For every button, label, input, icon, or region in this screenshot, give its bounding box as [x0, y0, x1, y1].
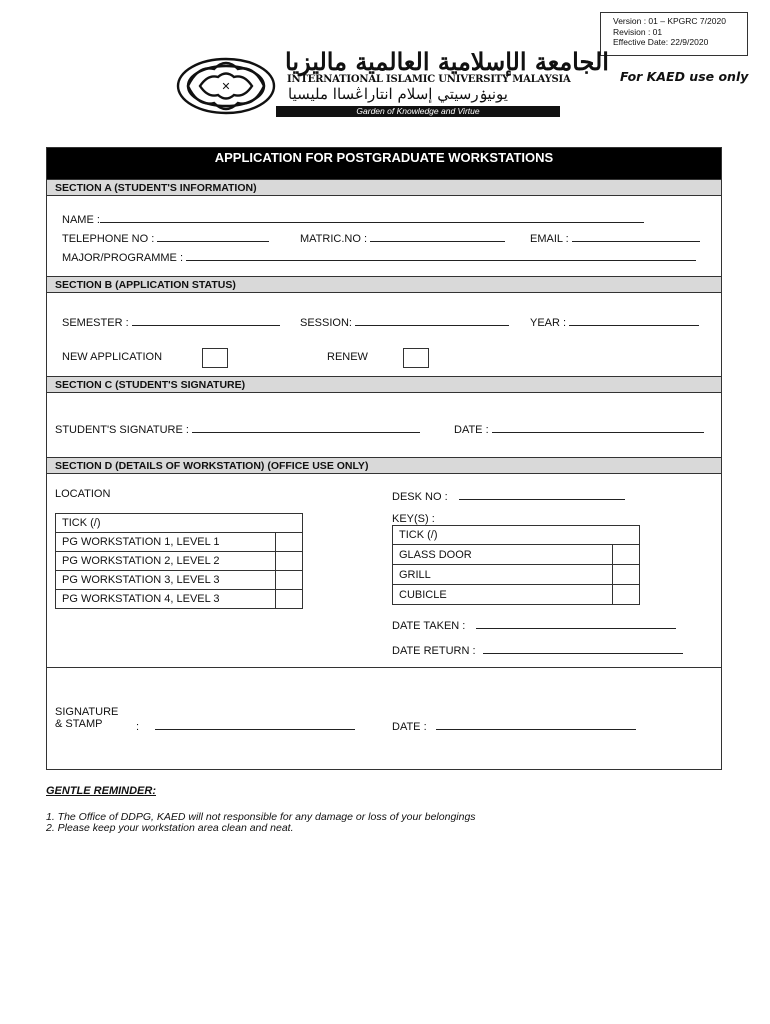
semester-label: SEMESTER :: [62, 317, 129, 329]
section-d-heading: SECTION D (DETAILS OF WORKSTATION) (OFFICE USE ONLY): [47, 457, 721, 474]
gentle-reminder-heading: GENTLE REMINDER:: [46, 785, 156, 797]
section-b-heading: SECTION B (APPLICATION STATUS): [47, 276, 721, 293]
svg-text:✕: ✕: [221, 80, 231, 93]
date-return-label: DATE RETURN :: [392, 645, 476, 657]
matric-label: MATRIC.NO :: [300, 233, 368, 245]
renew-checkbox[interactable]: [403, 348, 429, 368]
email-field[interactable]: [530, 230, 700, 245]
key-glass-door-tick[interactable]: [613, 545, 640, 565]
iium-emblem-icon: [174, 55, 278, 120]
new-application-checkbox[interactable]: [202, 348, 228, 368]
student-date-line[interactable]: [492, 421, 704, 433]
version-box: [600, 12, 748, 56]
table-row: [56, 590, 303, 609]
desk-no-field[interactable]: [392, 488, 625, 503]
key-grill-label: GRILL: [393, 565, 613, 585]
office-date-line[interactable]: [436, 718, 636, 730]
renew-label: RENEW: [327, 351, 368, 363]
session-field[interactable]: [300, 314, 509, 329]
major-field[interactable]: [62, 249, 696, 264]
office-date-label: DATE :: [392, 721, 427, 733]
keys-tick-header: TICK (/): [393, 526, 640, 545]
session-label: SESSION:: [300, 317, 352, 329]
email-label: EMAIL :: [530, 233, 569, 245]
name-line[interactable]: [100, 211, 644, 223]
date-return-line[interactable]: [483, 642, 683, 654]
table-row: [393, 545, 640, 565]
new-application-label: NEW APPLICATION: [62, 351, 163, 363]
semester-field[interactable]: [62, 314, 280, 329]
keys-label: KEY(S) :: [392, 513, 435, 525]
form-title: APPLICATION FOR POSTGRADUATE WORKSTATIONS: [47, 148, 721, 179]
telephone-field[interactable]: [62, 230, 269, 245]
workstation-4-tick[interactable]: [276, 590, 303, 609]
university-malay-jawi-name: يونيۏرسيتي إسلام انتاراڠساا مليسيا: [288, 85, 508, 103]
key-grill-tick[interactable]: [613, 565, 640, 585]
workstation-1-label: PG WORKSTATION 1, LEVEL 1: [56, 533, 276, 552]
desk-no-line[interactable]: [459, 488, 625, 500]
version-text: Version : 01 – KPGRC 7/2020: [613, 16, 726, 26]
keys-table: [392, 525, 640, 605]
name-label: NAME :: [62, 214, 100, 226]
workstation-2-tick[interactable]: [276, 552, 303, 571]
semester-line[interactable]: [132, 314, 280, 326]
signature-stamp-field[interactable]: [136, 718, 355, 733]
table-row: [56, 533, 303, 552]
major-line[interactable]: [186, 249, 696, 261]
table-row: [393, 585, 640, 605]
year-label: YEAR :: [530, 317, 567, 329]
workstation-3-tick[interactable]: [276, 571, 303, 590]
section-c-heading: SECTION C (STUDENT'S SIGNATURE): [47, 376, 721, 393]
matric-field[interactable]: [300, 230, 505, 245]
reminder-item: 1. The Office of DDPG, KAED will not responsible for any damage or loss of your belongings: [46, 811, 476, 823]
major-label: MAJOR/PROGRAMME :: [62, 252, 184, 264]
office-date-field[interactable]: [392, 718, 636, 733]
signature-stamp-line[interactable]: [155, 718, 355, 730]
student-signature-line[interactable]: [192, 421, 420, 433]
workstation-tick-header: TICK (/): [56, 514, 303, 533]
location-label: LOCATION: [55, 488, 111, 500]
section-d-divider: [47, 667, 721, 668]
signature-stamp-colon: :: [136, 721, 140, 733]
workstation-4-label: PG WORKSTATION 4, LEVEL 3: [56, 590, 276, 609]
kaed-use-note: For KAED use only: [620, 69, 749, 84]
session-line[interactable]: [355, 314, 509, 326]
student-date-field[interactable]: [454, 421, 704, 436]
table-row: [56, 571, 303, 590]
workstation-2-label: PG WORKSTATION 2, LEVEL 2: [56, 552, 276, 571]
key-glass-door-label: GLASS DOOR: [393, 545, 613, 565]
telephone-line[interactable]: [157, 230, 269, 242]
workstation-table: [55, 513, 303, 609]
date-taken-line[interactable]: [476, 617, 676, 629]
student-date-label: DATE :: [454, 424, 489, 436]
year-field[interactable]: [530, 314, 699, 329]
student-signature-label: STUDENT'S SIGNATURE :: [55, 424, 189, 436]
table-row: [393, 565, 640, 585]
signature-stamp-line1: SIGNATURE: [55, 706, 119, 718]
workstation-1-tick[interactable]: [276, 533, 303, 552]
date-return-field[interactable]: [392, 642, 683, 657]
table-row: [56, 552, 303, 571]
year-line[interactable]: [569, 314, 699, 326]
date-taken-label: DATE TAKEN :: [392, 620, 466, 632]
student-signature-field[interactable]: [55, 421, 420, 436]
key-cubicle-label: CUBICLE: [393, 585, 613, 605]
university-tagline: Garden of Knowledge and Virtue: [276, 106, 560, 117]
key-cubicle-tick[interactable]: [613, 585, 640, 605]
section-a-heading: SECTION A (STUDENT'S INFORMATION): [47, 179, 721, 196]
revision-text: Revision : 01: [613, 26, 663, 37]
university-name: INTERNATIONAL ISLAMIC UNIVERSITY MALAYSIA: [287, 74, 571, 85]
university-arabic-name: الجامعة الإسلامية العالمية ماليزيا: [285, 47, 609, 76]
date-taken-field[interactable]: [392, 617, 676, 632]
workstation-3-label: PG WORKSTATION 3, LEVEL 3: [56, 571, 276, 590]
email-line[interactable]: [572, 230, 700, 242]
matric-line[interactable]: [370, 230, 505, 242]
reminder-item: 2. Please keep your workstation area clean and neat.: [46, 822, 294, 834]
effective-date-text: Effective Date: 22/9/2020: [613, 37, 709, 47]
signature-stamp-label: [55, 706, 118, 730]
name-field[interactable]: [62, 211, 644, 226]
desk-no-label: DESK NO :: [392, 491, 448, 503]
telephone-label: TELEPHONE NO :: [62, 233, 155, 245]
signature-stamp-line2: & STAMP: [55, 718, 103, 730]
